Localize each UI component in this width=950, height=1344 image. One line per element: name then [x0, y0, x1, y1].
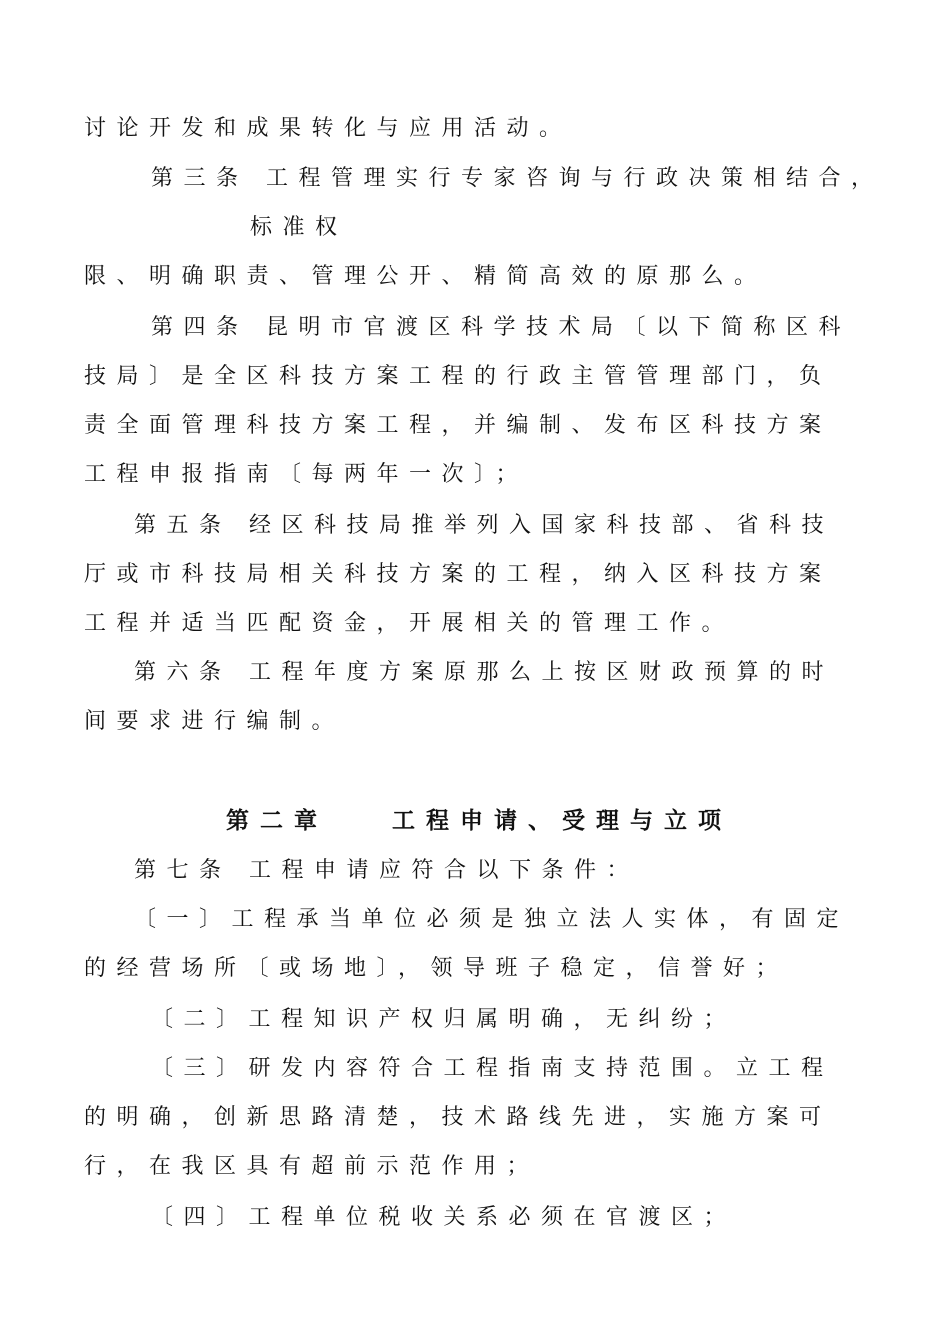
condition-1-line: 〔一〕工程承当单位必须是独立法人实体，有固定: [134, 907, 850, 932]
text-line: 间要求进行编制。: [84, 709, 345, 734]
text-line: 讨论开发和成果转化与应用活动。: [84, 116, 572, 141]
text-line: 行，在我区具有超前示范作用；: [84, 1154, 540, 1179]
article-3-line: 第三条 工程管理实行专家咨询与行政决策相结合，: [151, 166, 884, 191]
condition-4-line: 〔四〕工程单位税收关系必须在官渡区；: [151, 1205, 737, 1230]
text-line: 工程并适当匹配资金，开展相关的管理工作。: [84, 611, 735, 636]
article-4-line: 第四条 昆明市官渡区科学技术局〔以下简称区科: [151, 315, 851, 340]
text-line: 的明确，创新思路清楚，技术路线先进，实施方案可: [84, 1105, 832, 1130]
text-line: 限、明确职责、管理公开、精简高效的原那么。: [84, 264, 767, 289]
text-line: 厅或市科技局相关科技方案的工程，纳入区科技方案: [84, 562, 832, 587]
article-7-line: 第七条 工程申请应符合以下条件：: [134, 858, 639, 883]
article-5-line: 第五条 经区科技局推举列入国家科技部、省科技: [134, 513, 834, 538]
chapter-number: 第二章: [226, 807, 328, 834]
article-6-line: 第六条 工程年度方案原那么上按区财政预算的时: [134, 660, 834, 685]
text-line: 工程申报指南〔每两年一次〕；: [84, 462, 529, 487]
text-line: 的经营场所〔或场地〕，领导班子稳定，信誉好；: [84, 956, 789, 981]
condition-3-line: 〔三〕研发内容符合工程指南支持范围。立工程: [151, 1056, 834, 1081]
condition-2-line: 〔二〕工程知识产权归属明确，无纠纷；: [151, 1007, 737, 1032]
text-line: 技局〕是全区科技方案工程的行政主管管理部门，负: [84, 364, 832, 389]
chapter-title: 工程申请、受理与立项: [392, 807, 732, 834]
text-line: 标准权: [250, 215, 348, 240]
text-line: 责全面管理科技方案工程，并编制、发布区科技方案: [84, 413, 832, 438]
